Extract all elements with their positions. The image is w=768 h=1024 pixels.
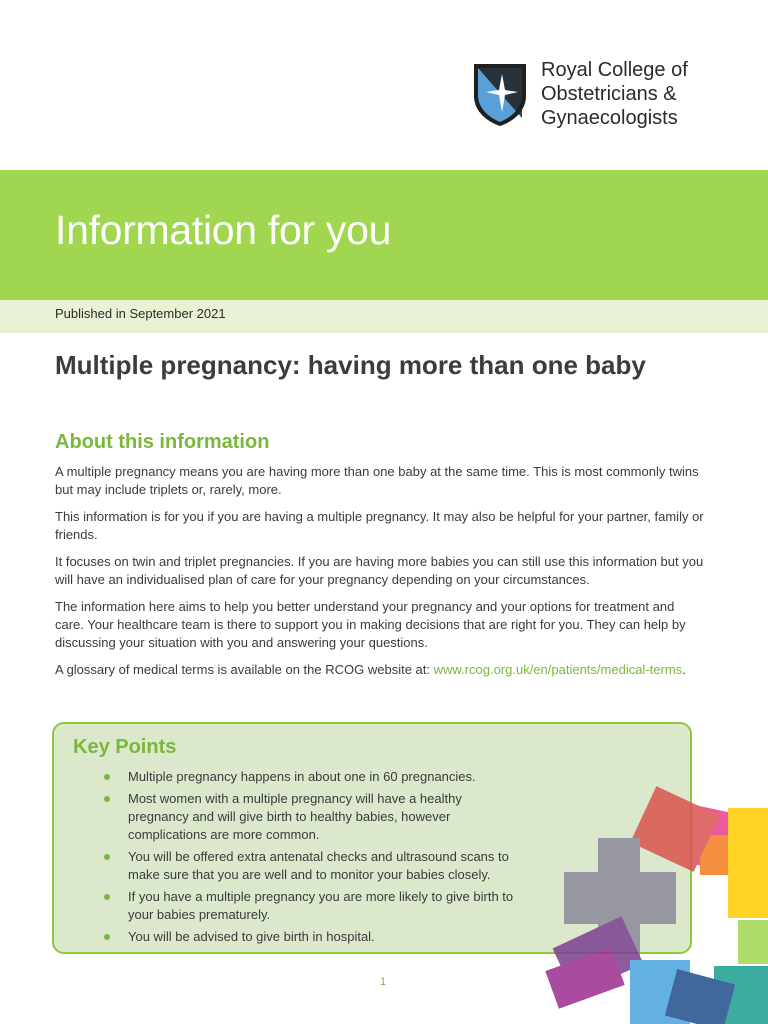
glossary-text: A glossary of medical terms is available on the RCOG website at: [55,662,434,677]
crest-icon [472,62,528,128]
org-name-line1: Royal College of [541,59,688,81]
key-points-title: Key Points [73,736,177,758]
bullet-icon [104,796,110,802]
key-point-text: You will be offered extra antenatal checks and ultrasound scans to make sure that you are well and to monitor your babies closely. [128,849,509,882]
bullet-icon [104,854,110,860]
key-point-text: Most women with a multiple pregnancy will have a healthy pregnancy and will give birth to healthy babies, however complications are more common. [128,791,462,842]
paragraph: It focuses on twin and triplet pregnancies. If you are having more babies you can still use this information but you will have an individualised plan of care for your pregnancy depending on your circumstances. [55,554,704,587]
paragraph: The information here aims to help you better understand your pregnancy and your options for treatment and care. Your healthcare team is there to support you in making decisions that are right for you. They can help by discussing your situation with you and answering your questions. [55,599,686,650]
bullet-icon [104,774,110,780]
key-points-list [104,768,524,950]
key-point-text: If you have a multiple pregnancy you are more likely to give birth to your babies prematurely. [128,889,514,922]
page-number: 1 [380,976,387,988]
org-name [541,58,688,130]
banner-title: Information for you [55,207,392,253]
shape-yellow [728,808,768,918]
section-heading: About this information [55,431,270,453]
paragraph: A multiple pregnancy means you are having more than one baby at the same time. This is most commonly twins but may include triplets or, rarely, more. [55,464,699,497]
key-point-text: Multiple pregnancy happens in about one in 60 pregnancies. [128,769,476,784]
list-item [104,790,524,844]
paragraph: This information is for you if you are having a multiple pregnancy. It may also be helpful for your partner, family or friends. [55,509,704,542]
decorative-shapes [540,780,768,1024]
bullet-icon [104,934,110,940]
list-item [104,848,524,884]
document-title: Multiple pregnancy: having more than one baby [55,350,646,380]
publication-date: Published in September 2021 [55,306,226,321]
glossary-end: . [682,662,686,677]
page-header [0,0,768,170]
list-item [104,888,524,924]
glossary-link[interactable]: www.rcog.org.uk/en/patients/medical-terms [433,662,683,677]
list-item [104,928,524,946]
org-name-line3: Gynaecologists [541,107,678,129]
shape-lime [738,920,768,964]
key-point-text: You will be advised to give birth in hospital. [128,929,375,944]
list-item [104,768,524,786]
org-name-line2: Obstetricians & [541,83,677,105]
body-text [55,463,705,688]
bullet-icon [104,894,110,900]
glossary-paragraph [55,661,705,679]
